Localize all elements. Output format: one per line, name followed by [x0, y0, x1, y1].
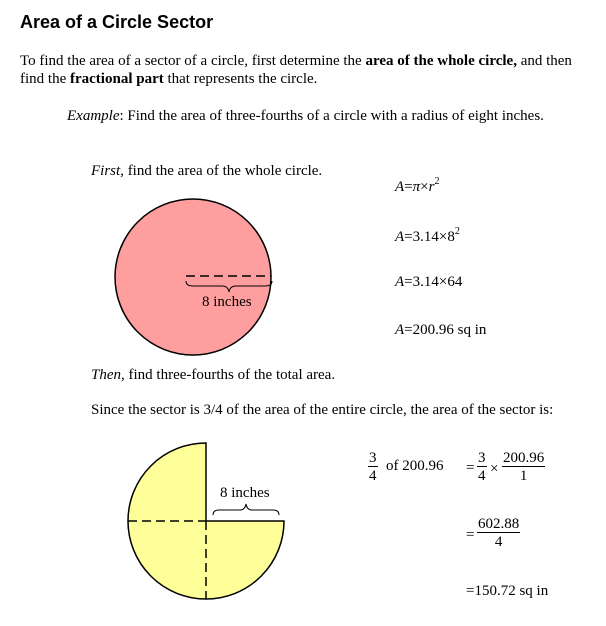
eq1-pi: π — [412, 179, 421, 195]
eq1-eq: = — [404, 179, 413, 195]
eq4-rhs: =200.96 sq in — [404, 322, 487, 338]
fraction-2 — [477, 450, 487, 484]
fraction-3-den: 1 — [519, 468, 528, 484]
eq1-times: × — [420, 179, 429, 195]
sector-radius-brace — [213, 504, 279, 515]
eq2-rhs: =3.14×8 — [404, 229, 455, 245]
intro-text-3: that represents the circle. — [163, 71, 318, 87]
eq1-r: r — [428, 179, 435, 195]
equation-4 — [395, 322, 486, 339]
fraction-3-num: 200.96 — [503, 450, 545, 466]
step-first-text: find the area of the whole circle. — [123, 163, 323, 179]
step-then — [91, 367, 335, 384]
equation-3 — [395, 274, 462, 291]
step-then-italic: Then, — [91, 367, 125, 383]
calc-three-fourths — [368, 450, 378, 484]
intro-bold-1: area of the whole circle, — [365, 53, 517, 69]
fraction-4 — [477, 516, 520, 550]
circle-radius-label: 8 inches — [202, 294, 252, 310]
eq1-exp: 2 — [434, 176, 440, 187]
since-text: Since the sector is 3/4 of the area of the entire circle, the area of the sector is: — [91, 402, 554, 418]
fraction-3 — [502, 450, 545, 484]
page-title: Area of a Circle Sector — [20, 12, 214, 32]
fraction-4-num: 602.88 — [478, 516, 520, 532]
example-text: : Find the area of three-fourths of a circle with a radius of eight inches. — [119, 108, 544, 124]
calc-fraction-4 — [477, 516, 520, 550]
calc-fraction-2 — [477, 450, 487, 484]
eq3-rhs: =3.14×64 — [404, 274, 463, 290]
step-then-text: find three-fourths of the total area. — [124, 367, 336, 383]
calc-times: × — [490, 461, 499, 477]
fraction-2-num: 3 — [478, 450, 486, 466]
calc-result: =150.72 sq in — [466, 583, 549, 599]
intro-text-1: To find the area of a sector of a circle, first determine the — [20, 53, 366, 69]
intro-bold-2: fractional part — [70, 71, 164, 87]
eq1-var: A — [395, 179, 405, 195]
calc-fraction-3 — [502, 450, 545, 484]
eq2-var: A — [395, 229, 405, 245]
sector-radius-label: 8 inches — [220, 485, 270, 501]
calc-of-text: of 200.96 — [386, 458, 444, 474]
fraction-denominator: 4 — [369, 468, 377, 484]
intro-text-2: and then find the — [20, 53, 572, 87]
step-first-italic: First, — [91, 163, 124, 179]
fraction-2-den: 4 — [478, 468, 486, 484]
calc-equals-2: = — [466, 527, 475, 543]
fraction-three-fourths — [368, 450, 378, 484]
whole-circle — [115, 199, 271, 355]
equation-1 — [395, 176, 439, 196]
example-label: Example — [67, 108, 120, 124]
equation-2 — [395, 226, 460, 246]
fraction-4-den: 4 — [494, 534, 503, 550]
eq2-exp: 2 — [454, 226, 460, 237]
fraction-numerator: 3 — [369, 450, 377, 466]
eq4-var: A — [395, 322, 405, 338]
calc-equals-1: = — [466, 460, 475, 476]
eq3-var: A — [395, 274, 405, 290]
